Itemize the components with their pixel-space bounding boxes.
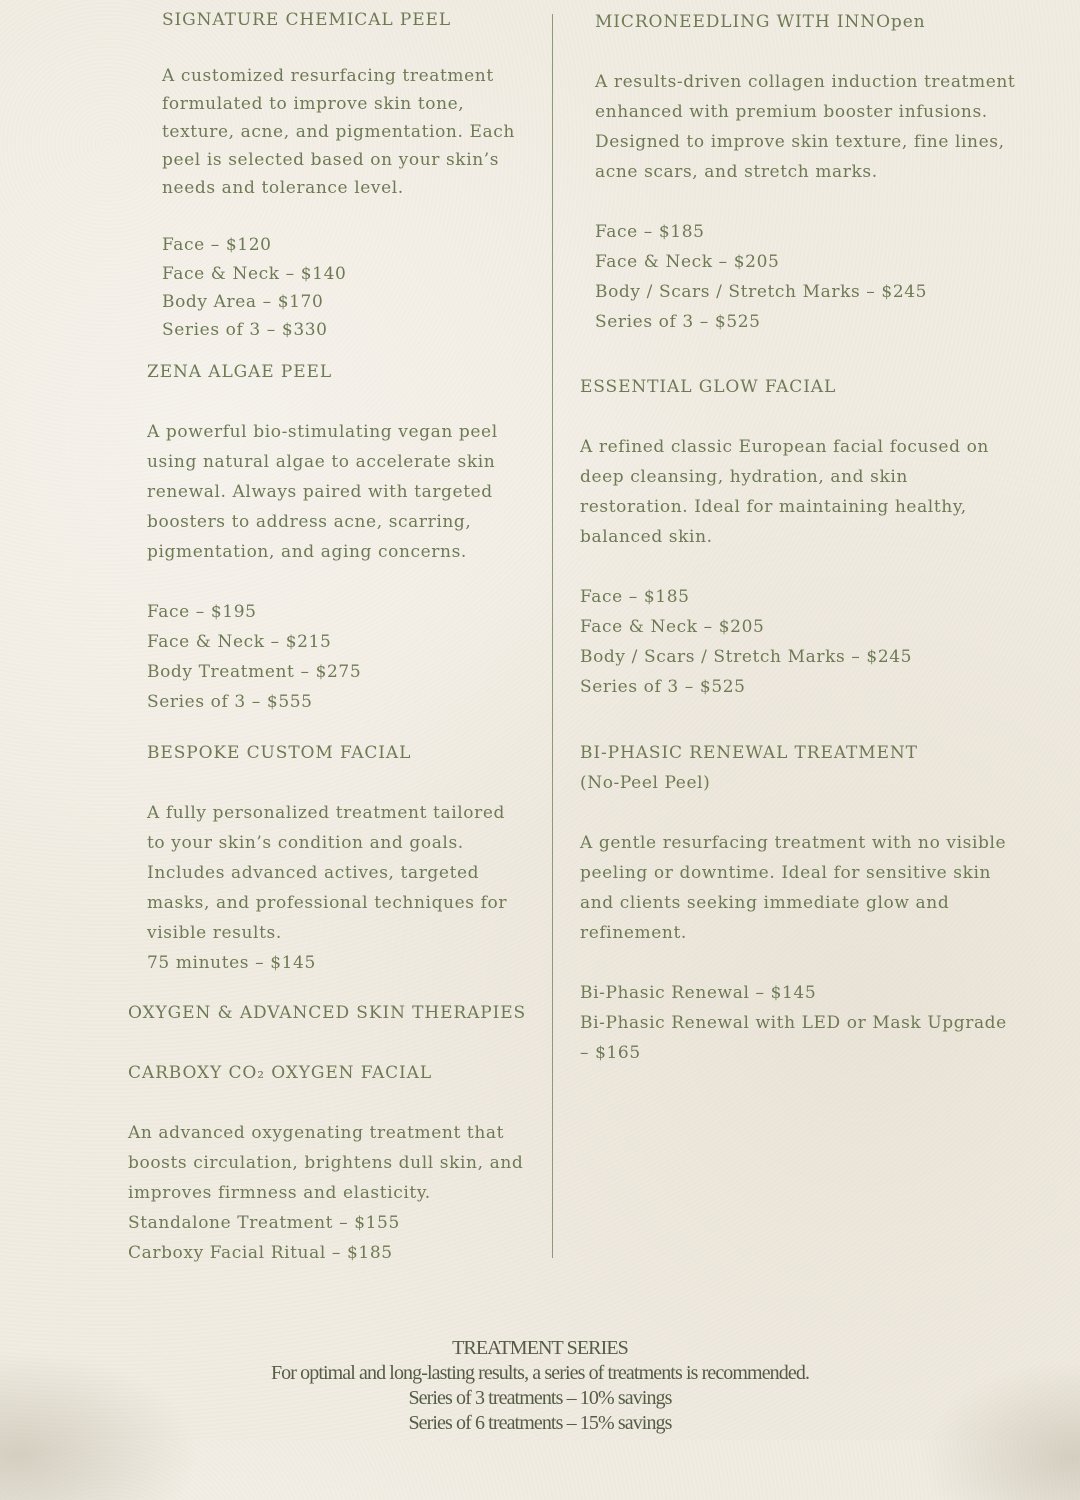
biphasic-desc-line: A gentle resurfacing treatment with no visible [580,833,1007,853]
signature-peel-price: Body Area – $170 [162,292,324,312]
bespoke-facial-desc-line: to your skin’s condition and goals. [147,833,464,853]
treatment-series-title: TREATMENT SERIES [452,1337,628,1359]
signature-peel-desc-line: texture, acne, and pigmentation. Each [162,122,515,142]
biphasic-title: BI-PHASIC RENEWAL TREATMENT [580,743,918,763]
biphasic-price: Bi-Phasic Renewal – $145 [580,983,817,1003]
essential-glow-desc-line: deep cleansing, hydration, and skin [580,467,908,487]
zena-peel-price: Series of 3 – $555 [147,692,313,712]
bespoke-facial-desc-line: A fully personalized treatment tailored [147,803,505,823]
carboxy-price: Carboxy Facial Ritual – $185 [128,1243,393,1263]
biphasic-subtitle: (No-Peel Peel) [580,773,711,793]
microneedling-title: MICRONEEDLING WITH INNOpen [595,12,926,32]
signature-peel-price: Face – $120 [162,235,272,255]
biphasic-desc-line: and clients seeking immediate glow and [580,893,950,913]
essential-glow-price: Face & Neck – $205 [580,617,765,637]
bespoke-facial-desc-line: masks, and professional techniques for [147,893,508,913]
signature-peel-price: Face & Neck – $140 [162,264,347,284]
zena-peel-price: Face – $195 [147,602,257,622]
signature-peel-desc-line: needs and tolerance level. [162,178,404,198]
carboxy-title: CARBOXY CO₂ OXYGEN FACIAL [128,1063,433,1083]
treatment-series-option: Series of 6 treatments – 15% savings [408,1412,672,1434]
signature-peel-desc-line: peel is selected based on your skin’s [162,150,500,170]
bespoke-facial-desc-line: Includes advanced actives, targeted [147,863,480,883]
zena-peel-price: Face & Neck – $215 [147,632,332,652]
essential-glow-desc-line: restoration. Ideal for maintaining healthy, [580,497,967,517]
zena-peel-desc-line: renewal. Always paired with targeted [147,482,493,502]
signature-peel-price: Series of 3 – $330 [162,320,328,340]
microneedling-price: Face – $185 [595,222,705,242]
essential-glow-price: Face – $185 [580,587,690,607]
essential-glow-price: Series of 3 – $525 [580,677,746,697]
microneedling-price: Body / Scars / Stretch Marks – $245 [595,282,928,302]
column-divider [552,14,553,1258]
carboxy-desc-line: An advanced oxygenating treatment that [128,1123,505,1143]
zena-peel-desc-line: pigmentation, and aging concerns. [147,542,467,562]
biphasic-desc-line: peeling or downtime. Ideal for sensitive skin [580,863,992,883]
essential-glow-desc-line: A refined classic European facial focused on [580,437,989,457]
zena-peel-title: ZENA ALGAE PEEL [147,362,333,382]
zena-peel-desc-line: boosters to address acne, scarring, [147,512,472,532]
carboxy-desc-line: boosts circulation, brightens dull skin, and [128,1153,524,1173]
biphasic-price: Bi-Phasic Renewal with LED or Mask Upgrade [580,1013,1007,1033]
oxygen-section-title: OXYGEN & ADVANCED SKIN THERAPIES [128,1003,527,1023]
microneedling-desc-line: A results-driven collagen induction treatment [595,72,1016,92]
carboxy-desc-line: improves firmness and elasticity. [128,1183,431,1203]
treatment-series-section [0,1336,1080,1436]
biphasic-price: – $165 [580,1043,641,1063]
essential-glow-title: ESSENTIAL GLOW FACIAL [580,377,837,397]
essential-glow-price: Body / Scars / Stretch Marks – $245 [580,647,913,667]
treatment-series-intro: For optimal and long-lasting results, a series of treatments is recommended. [270,1362,810,1384]
signature-peel-title: SIGNATURE CHEMICAL PEEL [162,10,452,30]
biphasic-desc-line: refinement. [580,923,687,943]
microneedling-desc-line: enhanced with premium booster infusions. [595,102,988,122]
signature-peel-desc-line: formulated to improve skin tone, [162,94,465,114]
bespoke-facial-price: 75 minutes – $145 [147,953,316,973]
microneedling-desc-line: Designed to improve skin texture, fine lines, [595,132,1005,152]
bespoke-facial-title: BESPOKE CUSTOM FACIAL [147,743,412,763]
zena-peel-desc-line: A powerful bio-stimulating vegan peel [147,422,498,442]
microneedling-price: Series of 3 – $525 [595,312,761,332]
bespoke-facial-desc-line: visible results. [147,923,282,943]
microneedling-desc-line: acne scars, and stretch marks. [595,162,878,182]
zena-peel-price: Body Treatment – $275 [147,662,362,682]
signature-peel-desc-line: A customized resurfacing treatment [162,66,494,86]
zena-peel-desc-line: using natural algae to accelerate skin [147,452,496,472]
microneedling-price: Face & Neck – $205 [595,252,780,272]
carboxy-price: Standalone Treatment – $155 [128,1213,400,1233]
treatment-series-option: Series of 3 treatments – 10% savings [408,1387,672,1409]
essential-glow-desc-line: balanced skin. [580,527,713,547]
